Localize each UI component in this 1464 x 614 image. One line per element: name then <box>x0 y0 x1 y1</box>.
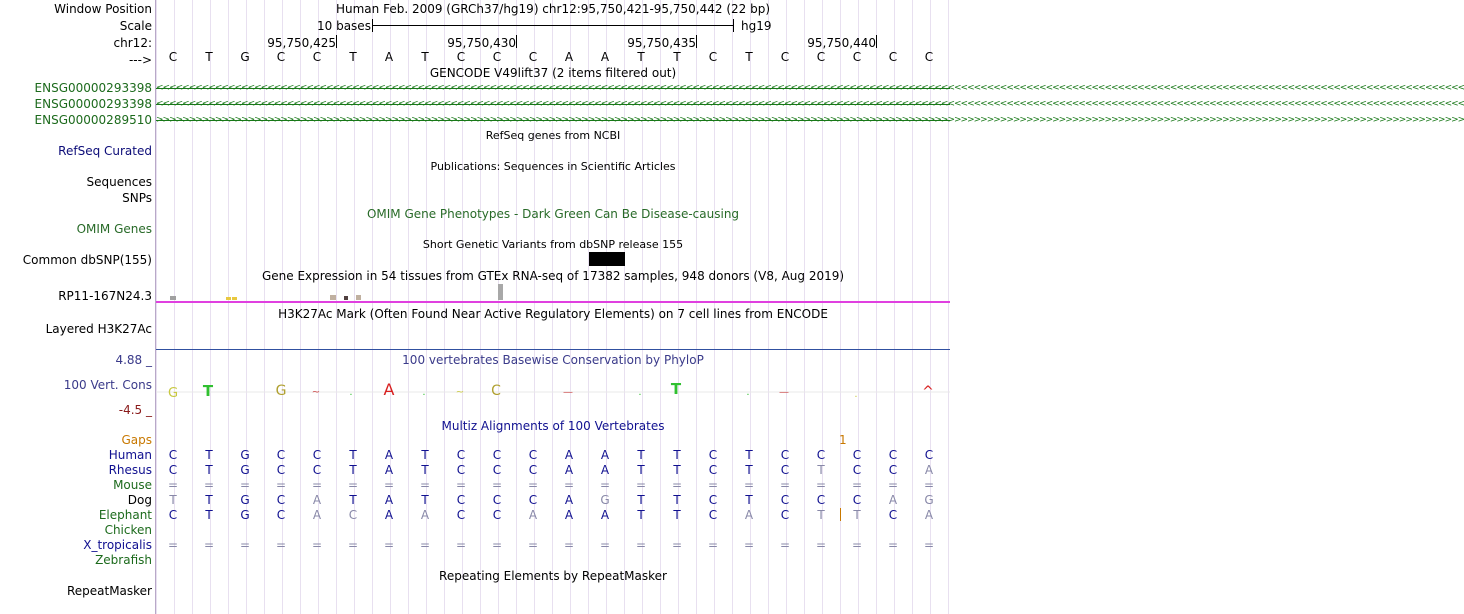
gtex-bar-3 <box>232 297 237 300</box>
species-label-zebrafish: Zebrafish <box>95 553 152 567</box>
alignment-base-xtrop: = <box>383 538 395 552</box>
coord-tick-95750425 <box>336 35 337 48</box>
chrom-label: chr12: <box>113 36 152 50</box>
rp11-gene-label[interactable]: RP11-167N24.3 <box>58 289 152 303</box>
alignment-row-human <box>156 448 950 462</box>
common-dbsnp-label[interactable]: Common dbSNP(155) <box>22 253 152 267</box>
alignment-base-human: T <box>745 448 753 462</box>
sequence-base: C <box>816 50 826 64</box>
sequence-base: C <box>168 50 178 64</box>
sequence-base: C <box>888 50 898 64</box>
svg-text:^: ^ <box>922 384 934 400</box>
sequence-base: C <box>528 50 538 64</box>
alignment-base-mouse: = <box>599 478 611 492</box>
alignment-base-xtrop: = <box>167 538 179 552</box>
alignment-base-elephant: C <box>456 508 466 522</box>
svg-text:~: ~ <box>455 387 465 398</box>
alignment-base-rhesus: A <box>384 463 394 477</box>
base-sequence-row <box>156 50 950 64</box>
h3k27ac-track-title: H3K27Ac Mark (Often Found Near Active Regulatory Elements) on 7 cell lines from ENCODE <box>278 307 828 321</box>
phylop-conservation-plot <box>156 378 950 400</box>
alignment-base-xtrop: = <box>887 538 899 552</box>
multiz-track-title: Multiz Alignments of 100 Vertebrates <box>441 419 665 433</box>
alignment-base-xtrop: = <box>491 538 503 552</box>
alignment-base-mouse: = <box>671 478 683 492</box>
repeatmasker-track-title: Repeating Elements by RepeatMasker <box>439 569 667 583</box>
gene-strand-arrows-minus-b: <<<<<<<<<<<<<<<<<<<<<<<<<<<<<<<<<<<<<<<<<<<<<<<<<<<<<<<<<<<<<<<<<<<<<<<<<<<<<<<<<<<<<<<<<<<<<<<<<<<<<<<<<<<<<<<<<<<<<<<<<<<<<<<<<<<<<<<<<<<<<<<<<<<<<<<<<<<<<<<<<<<<<<<<<<<<<<<<<<<<<<<<<<<<<<<<<<<<<<<< <box>156 99 1464 109</box>
alignment-base-elephant: A <box>420 508 430 522</box>
alignment-base-rhesus: C <box>528 463 538 477</box>
sequence-base: T <box>421 50 429 64</box>
alignment-base-human: C <box>708 448 718 462</box>
alignment-base-xtrop: = <box>203 538 215 552</box>
repeatmasker-label[interactable]: RepeatMasker <box>66 584 152 598</box>
svg-text:G: G <box>167 386 179 401</box>
alignment-base-human: C <box>888 448 898 462</box>
scale-bar-right-tick <box>733 19 734 32</box>
alignment-row-xtropicalis <box>156 538 950 552</box>
alignment-base-human: C <box>780 448 790 462</box>
svg-text:C: C <box>491 383 501 399</box>
svg-text:.: . <box>422 387 426 398</box>
alignment-base-dog: C <box>708 493 718 507</box>
alignment-base-dog: G <box>240 493 250 507</box>
alignment-base-rhesus: T <box>817 463 825 477</box>
alignment-base-mouse: = <box>167 478 179 492</box>
alignment-base-xtrop: = <box>239 538 251 552</box>
alignment-base-elephant: C <box>168 508 178 522</box>
alignment-base-xtrop: = <box>455 538 467 552</box>
gtex-bar-5 <box>344 296 348 300</box>
alignment-base-xtrop: = <box>527 538 539 552</box>
svg-text:~: ~ <box>311 387 321 398</box>
svg-text:T: T <box>670 380 682 398</box>
alignment-base-rhesus: C <box>708 463 718 477</box>
alignment-base-rhesus: A <box>924 463 934 477</box>
h3k27ac-signal-line <box>156 349 950 350</box>
alignment-base-human: C <box>816 448 826 462</box>
refseq-curated-label[interactable]: RefSeq Curated <box>58 144 152 158</box>
species-label-mouse: Mouse <box>113 478 152 492</box>
alignment-base-rhesus: C <box>492 463 502 477</box>
svg-text:G: G <box>275 383 287 399</box>
alignment-base-human: A <box>564 448 574 462</box>
sequence-base: C <box>312 50 322 64</box>
svg-text:.: . <box>638 387 642 398</box>
svg-text:.: . <box>349 387 353 398</box>
alignment-base-elephant: T <box>205 508 213 522</box>
sequence-base: C <box>924 50 934 64</box>
alignment-base-mouse: = <box>383 478 395 492</box>
gap-count-marker: 1 <box>839 433 847 447</box>
alignment-base-rhesus: C <box>168 463 178 477</box>
dbsnp-variant-block[interactable] <box>589 252 625 266</box>
window-position-text: Human Feb. 2009 (GRCh37/hg19) chr12:95,750,421-95,750,442 (22 bp) <box>335 2 770 16</box>
sequence-base: T <box>349 50 357 64</box>
alignment-base-rhesus: A <box>600 463 610 477</box>
alignment-base-mouse: = <box>491 478 503 492</box>
alignment-base-human: C <box>852 448 862 462</box>
coord-tick-95750435 <box>696 35 697 48</box>
sequence-base: T <box>745 50 753 64</box>
alignment-base-mouse: = <box>743 478 755 492</box>
alignment-base-rhesus: A <box>564 463 574 477</box>
alignment-base-elephant: A <box>312 508 322 522</box>
coord-tick-95750440 <box>876 35 877 48</box>
alignment-base-rhesus: C <box>780 463 790 477</box>
svg-text:—: — <box>563 387 573 398</box>
species-label-rhesus: Rhesus <box>108 463 152 477</box>
alignment-base-mouse: = <box>527 478 539 492</box>
alignment-base-elephant: A <box>600 508 610 522</box>
gtex-bar-6 <box>356 295 361 300</box>
track-label-column <box>0 0 155 614</box>
svg-text:T: T <box>202 382 214 400</box>
alignment-base-human: T <box>637 448 645 462</box>
alignment-base-human: C <box>528 448 538 462</box>
sequence-base: T <box>673 50 681 64</box>
alignment-base-elephant: A <box>744 508 754 522</box>
alignment-base-rhesus: C <box>276 463 286 477</box>
gtex-track-title: Gene Expression in 54 tissues from GTEx RNA-seq of 17382 samples, 948 donors (V8, Aug 2019) <box>261 269 845 283</box>
alignment-base-xtrop: = <box>743 538 755 552</box>
alignment-base-xtrop: = <box>707 538 719 552</box>
gtex-bar-4 <box>330 295 336 300</box>
alignment-base-dog: T <box>421 493 429 507</box>
sequence-base: C <box>492 50 502 64</box>
sequence-base: C <box>708 50 718 64</box>
alignment-base-mouse: = <box>203 478 215 492</box>
alignment-base-xtrop: = <box>275 538 287 552</box>
alignment-base-dog: T <box>169 493 177 507</box>
alignment-base-elephant: G <box>240 508 250 522</box>
sequences-label[interactable]: Sequences <box>86 175 152 189</box>
species-label-dog: Dog <box>127 493 152 507</box>
scale-assembly: hg19 <box>741 19 772 33</box>
refseq-track-title: RefSeq genes from NCBI <box>485 129 621 142</box>
alignment-base-dog: C <box>492 493 502 507</box>
sequence-base: G <box>240 50 250 64</box>
alignment-base-xtrop: = <box>311 538 323 552</box>
alignment-base-elephant: T <box>637 508 645 522</box>
alignment-base-mouse: = <box>239 478 251 492</box>
alignment-base-elephant: A <box>924 508 934 522</box>
alignment-base-dog: G <box>600 493 610 507</box>
sequence-base: T <box>637 50 645 64</box>
dbsnp-track-title: Short Genetic Variants from dbSNP release 155 <box>422 238 684 251</box>
alignment-base-human: T <box>421 448 429 462</box>
alignment-base-rhesus: T <box>637 463 645 477</box>
alignment-base-elephant: C <box>492 508 502 522</box>
alignment-row-rhesus <box>156 463 950 477</box>
sequence-base: A <box>384 50 394 64</box>
alignment-base-elephant: C <box>888 508 898 522</box>
alignment-base-dog: C <box>456 493 466 507</box>
alignment-base-rhesus: T <box>421 463 429 477</box>
coord-label-95750425: 95,750,425 <box>267 36 336 50</box>
sequence-base: C <box>852 50 862 64</box>
alignment-base-elephant: T <box>673 508 681 522</box>
svg-text:A: A <box>383 380 395 399</box>
alignment-base-mouse: = <box>635 478 647 492</box>
alignment-base-elephant: A <box>564 508 574 522</box>
alignment-base-xtrop: = <box>635 538 647 552</box>
alignment-base-human: A <box>600 448 610 462</box>
alignment-base-elephant: C <box>780 508 790 522</box>
alignment-base-human: C <box>456 448 466 462</box>
window-position-label: Window Position <box>54 2 152 16</box>
alignment-base-human: T <box>205 448 213 462</box>
alignment-base-dog: T <box>637 493 645 507</box>
alignment-base-rhesus: C <box>888 463 898 477</box>
gene-label-ensg00000293398-a[interactable]: ENSG00000293398 <box>34 81 152 95</box>
alignment-base-xtrop: = <box>779 538 791 552</box>
alignment-base-elephant: T <box>817 508 825 522</box>
sequence-base: C <box>780 50 790 64</box>
alignment-base-human: T <box>349 448 357 462</box>
alignment-base-xtrop: = <box>347 538 359 552</box>
alignment-base-rhesus: G <box>240 463 250 477</box>
alignment-base-mouse: = <box>887 478 899 492</box>
alignment-row-dog <box>156 493 950 507</box>
phylop-max-label: 4.88 _ <box>115 353 152 367</box>
alignment-base-xtrop: = <box>851 538 863 552</box>
gtex-bar-7 <box>498 284 503 300</box>
track-area[interactable] <box>156 0 1464 614</box>
coord-label-95750435: 95,750,435 <box>627 36 696 50</box>
sequence-base: C <box>456 50 466 64</box>
alignment-base-elephant: A <box>384 508 394 522</box>
alignment-base-human: A <box>384 448 394 462</box>
alignment-base-elephant: T <box>853 508 861 522</box>
sequence-base: A <box>564 50 574 64</box>
alignment-base-dog: C <box>780 493 790 507</box>
vert-cons-label[interactable]: 100 Vert. Cons <box>63 378 152 392</box>
species-label-xtropicalis: X_tropicalis <box>83 538 152 552</box>
gtex-baseline <box>156 301 950 303</box>
alignment-base-dog: A <box>564 493 574 507</box>
svg-text:.: . <box>746 387 750 398</box>
alignment-base-human: C <box>492 448 502 462</box>
alignment-base-xtrop: = <box>563 538 575 552</box>
alignment-base-mouse: = <box>347 478 359 492</box>
alignment-base-dog: C <box>276 493 286 507</box>
alignment-base-rhesus: C <box>852 463 862 477</box>
gene-label-ensg00000289510[interactable]: ENSG00000289510 <box>34 113 152 127</box>
alignment-base-elephant: A <box>528 508 538 522</box>
snps-label[interactable]: SNPs <box>122 191 152 205</box>
alignment-base-human: C <box>276 448 286 462</box>
phylop-min-label: -4.5 _ <box>118 403 152 417</box>
gaps-label: Gaps <box>121 433 152 447</box>
alignment-base-mouse: = <box>779 478 791 492</box>
omim-track-title: OMIM Gene Phenotypes - Dark Green Can Be Disease-causing <box>366 207 740 221</box>
alignment-base-dog: C <box>852 493 862 507</box>
gene-strand-arrows-plus: >>>>>>>>>>>>>>>>>>>>>>>>>>>>>>>>>>>>>>>>>>>>>>>>>>>>>>>>>>>>>>>>>>>>>>>>>>>>>>>>>>>>>>>>>>>>>>>>>>>>>>>>>>>>>>>>>>>>>>>>>>>>>>>>>>>>>>>>>>>>>>>>>>>>>>>>>>>>>>>>>>>>>>>>>>>>>>>>>>>>>>>>>>>>>>>>>>>>>>>> <box>156 115 1464 125</box>
coord-tick-95750430 <box>516 35 517 48</box>
alignment-base-mouse: = <box>563 478 575 492</box>
scale-bar-line <box>372 25 734 26</box>
svg-text:—: — <box>779 387 789 398</box>
alignment-base-dog: T <box>349 493 357 507</box>
alignment-base-elephant: C <box>348 508 358 522</box>
sequence-base: C <box>276 50 286 64</box>
gtex-bar-2 <box>226 297 231 300</box>
scale-bar-text: 10 bases <box>317 19 371 33</box>
alignment-base-dog: A <box>384 493 394 507</box>
publications-track-title: Publications: Sequences in Scientific Articles <box>430 160 676 173</box>
alignment-base-human: T <box>673 448 681 462</box>
alignment-base-human: C <box>168 448 178 462</box>
alignment-base-xtrop: = <box>599 538 611 552</box>
alignment-base-xtrop: = <box>923 538 935 552</box>
alignment-base-mouse: = <box>851 478 863 492</box>
gene-label-ensg00000293398-b[interactable]: ENSG00000293398 <box>34 97 152 111</box>
alignment-row-elephant <box>156 508 950 522</box>
coord-label-95750440: 95,750,440 <box>807 36 876 50</box>
alignment-base-xtrop: = <box>815 538 827 552</box>
alignment-base-human: C <box>924 448 934 462</box>
alignment-base-dog: G <box>924 493 934 507</box>
coord-label-95750430: 95,750,430 <box>447 36 516 50</box>
alignment-base-dog: C <box>528 493 538 507</box>
alignment-base-rhesus: T <box>205 463 213 477</box>
species-label-chicken: Chicken <box>104 523 152 537</box>
alignment-base-dog: C <box>816 493 826 507</box>
alignment-base-dog: T <box>205 493 213 507</box>
alignment-base-mouse: = <box>707 478 719 492</box>
strand-arrow-label: ---> <box>128 53 152 67</box>
alignment-base-elephant: C <box>708 508 718 522</box>
alignment-base-elephant: C <box>276 508 286 522</box>
alignment-base-xtrop: = <box>419 538 431 552</box>
alignment-base-mouse: = <box>815 478 827 492</box>
alignment-base-dog: A <box>888 493 898 507</box>
alignment-base-mouse: = <box>923 478 935 492</box>
alignment-base-rhesus: T <box>745 463 753 477</box>
species-label-elephant: Elephant <box>98 508 152 522</box>
svg-text:.: . <box>854 389 858 400</box>
alignment-base-human: C <box>312 448 322 462</box>
alignment-base-rhesus: C <box>456 463 466 477</box>
sequence-base: T <box>205 50 213 64</box>
species-label-human: Human <box>108 448 152 462</box>
alignment-base-rhesus: C <box>312 463 322 477</box>
scale-label: Scale <box>119 19 152 33</box>
alignment-base-mouse: = <box>455 478 467 492</box>
alignment-base-human: G <box>240 448 250 462</box>
gene-strand-arrows-minus-a: <<<<<<<<<<<<<<<<<<<<<<<<<<<<<<<<<<<<<<<<<<<<<<<<<<<<<<<<<<<<<<<<<<<<<<<<<<<<<<<<<<<<<<<<<<<<<<<<<<<<<<<<<<<<<<<<<<<<<<<<<<<<<<<<<<<<<<<<<<<<<<<<<<<<<<<<<<<<<<<<<<<<<<<<<<<<<<<<<<<<<<<<<<<<<<<<<<<<<<<< <box>156 83 1464 93</box>
sequence-base: A <box>600 50 610 64</box>
alignment-base-dog: T <box>745 493 753 507</box>
alignment-base-mouse: = <box>419 478 431 492</box>
gencode-track-title: GENCODE V49lift37 (2 items filtered out) <box>429 66 677 80</box>
alignment-base-xtrop: = <box>671 538 683 552</box>
alignment-base-mouse: = <box>275 478 287 492</box>
alignment-base-dog: T <box>673 493 681 507</box>
phylop-track-title: 100 vertebrates Basewise Conservation by PhyloP <box>402 353 704 367</box>
alignment-base-rhesus: T <box>673 463 681 477</box>
alignment-base-rhesus: T <box>349 463 357 477</box>
alignment-base-dog: A <box>312 493 322 507</box>
alignment-base-mouse: = <box>311 478 323 492</box>
omim-genes-label[interactable]: OMIM Genes <box>76 222 152 236</box>
alignment-row-mouse <box>156 478 950 492</box>
layered-h3k27ac-label[interactable]: Layered H3K27Ac <box>45 322 152 336</box>
gtex-bar-1 <box>170 296 176 300</box>
